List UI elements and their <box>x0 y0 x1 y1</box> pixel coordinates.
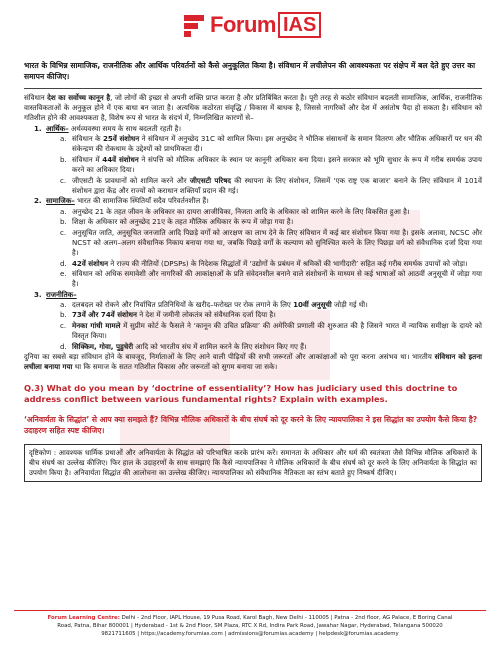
item-text: अनुसूचित जाति, अनुसूचित जनजाति आदि पिछड़े वर्गों को आरक्षण का लाभ देने के लिए संविधान में कई बार संशोधन किया गया है। इसके अलावा, NCSC और NCST को अलग–अलग संवैधानिक निकाय बनाया गया था, जबकि पिछड़े वर्गों के कल्याण को सुनिश्चित करने के लिए पिछड़ा वर्ग को संवैधानिक दर्जा दिया गया है। <box>72 227 482 257</box>
item-text: संविधान में <box>72 155 103 165</box>
item-letter: c. <box>60 321 67 331</box>
item-bold: 25वें संशोधन <box>103 134 140 144</box>
item-text: शिक्षा के अधिकार को अनुच्छेद 21ए के तहत मौलिक अधिकार के रूप में जोड़ा गया है। <box>72 217 294 227</box>
list-item <box>60 321 482 341</box>
item-bold: 42वें संशोधन <box>72 258 109 268</box>
item-letter: d. <box>60 258 67 268</box>
item-bold: 44वें संशोधन <box>102 155 139 165</box>
reasons-list <box>24 124 482 352</box>
list-item <box>60 300 482 310</box>
section-number: 2. <box>34 196 42 206</box>
footer-address-1: Delhi - 2nd Floor, IAPL House, 19 Pusa Road, Karol Bagh, New Delhi - 110005 | Patna - 2nd floor, AG Palace, E Boring Canal <box>119 615 453 621</box>
item-text: संविधान को अधिक समावेशी और नागरिकों की आकांक्षाओं के प्रति संवेदनशील बनाने वाले संशोधनों के माध्यम से कई भाषाओं को आठवीं अनुसूची में जोड़ा गया है। <box>72 269 482 289</box>
list-item <box>60 207 482 217</box>
item-text: जीएसटी के प्रावधानों को शामिल करने और <box>72 175 190 185</box>
footer-line-2: Road, Patna, Bihar 800001 | Hyderabad - 1st & 2nd Floor, SM Plaza, RTC X Rd, Indira Park Road, Jawahar Nagar, Hyderabad, Telangana 500020 <box>57 623 443 629</box>
section-economic <box>34 124 482 196</box>
section-title: राजनीतिक– <box>46 289 77 299</box>
list-item <box>60 259 482 269</box>
list-item <box>60 176 482 196</box>
list-item <box>60 269 482 289</box>
item-letter: c. <box>60 175 67 185</box>
item-text: संविधान के <box>72 134 103 144</box>
item-bold: 73वें और 74वें संशोधन <box>72 310 137 320</box>
page-footer <box>14 610 486 638</box>
item-letter: a. <box>60 206 67 216</box>
section-subtitle: भारत की सामाजिक स्थितियाँ सदैव परिवर्तनशील हैं। <box>74 196 209 206</box>
approach-box: दृष्टिकोण : आवश्यक धार्मिक प्रथाओं और अनिवार्यता के सिद्धांत को परिभाषित करके प्रारंभ करें। समानता के अधिकार और धर्म की स्वतंत्रता जैसे विभिन्न मौलिक अधिकारों के बीच संघर्ष का उल्लेख कीजिए। फिर हाल के उदाहरणों के साथ समझाएं कि कैसे न्यायपालिका ने मौलिक अधिकारों के बीच संघर्ष को दूर करने के लिए अनिवार्यता के सिद्धांत का उपयोग किया है। अनिवार्यता सिद्धांत की आलोचना का उल्लेख कीजिए। न्यायपालिका को संवैधानिक नैतिकता का स्तंभ बताते हुए निष्कर्ष दीजिए। <box>24 444 482 483</box>
conclusion-text-rest: था कि समाज के सतत गतिशील विकास और जरूरतों को सुगम बनाया जा सके। <box>72 362 278 372</box>
footer-brand: Forum Learning Centre: <box>47 615 120 621</box>
list-item <box>60 342 482 352</box>
document-body <box>24 60 482 482</box>
intro-text-rest: , जो लोगों की इच्छा से अपनी शक्ति प्राप्त करता है और प्रतिबिंबित करता है। पूरी तरह से कठोर संविधान बदलती सामाजिक, आर्थिक, राजनीतिक वास्तविकताओं के अनुकूल होने में एक बाधा बन जाता है। अत्यधिक कठोरता संवृद्धि / विकास में बाधक है, जिससे नागरिकों और देश में असंतोष पैदा हो सकता है। संविधान को गतिशील होने की आवश्यकता है, विशेष रूप से भारत के संदर्भ में, निम्नलिखित कारणों से– <box>24 93 483 123</box>
item-letter: b. <box>60 310 67 320</box>
logo-box-text: IAS <box>278 12 321 38</box>
intro-paragraph <box>24 93 482 123</box>
list-item <box>60 155 482 175</box>
item-text-rest: आदि को भारतीय संघ में शामिल करने के लिए संशोधन किए गए हैं। <box>133 341 307 351</box>
logo-text: Forum <box>210 12 276 37</box>
list-item <box>60 217 482 227</box>
item-letter: b. <box>60 217 67 227</box>
list-item <box>60 310 482 320</box>
section-political <box>34 290 482 352</box>
divider <box>24 88 482 89</box>
item-text: अनुच्छेद 21 के तहत जीवन के अधिकार का दायरा आजीविका, निजता आदि के अधिकार को शामिल करने के लिए विकसित हुआ है। <box>72 206 410 216</box>
item-text-rest: की स्थापना के लिए संशोधन, जिसमें ‘एक राष्ट्र एक बाजार’ बनाने के लिए संविधान में 101वें संशोधन द्वारा केंद्र और राज्यों को कराधान शक्तियाँ प्रदान की गई। <box>72 175 482 195</box>
conclusion-paragraph <box>24 352 482 372</box>
footer-line-1 <box>14 614 486 622</box>
section-title: आर्थिक– <box>46 124 69 134</box>
question-3-hindi: ‘अनिवार्यता के सिद्धांत’ से आप क्या समझते हैं? विभिन्न मौलिक अधिकारों के बीच संघर्ष को दूर करने के लिए न्यायपालिका ने इस सिद्धांत का उपयोग कैसे किया है? उदाहरण सहित स्पष्ट कीजिए। <box>24 414 478 435</box>
section-subtitle: अर्थव्यवस्था समय के साथ बदलती रहती है। <box>68 124 182 134</box>
question-hindi: भारत के विभिन्न सामाजिक, राजनीतिक और आर्थिक परिवर्तनों को कैसे अनुकूलित किया है। संविधान में लचीलेपन की आवश्यकता पर संक्षेप में बल देते हुए उत्तर का समापन कीजिए। <box>24 61 476 81</box>
footer-contact-links[interactable]: 9821711605 | https://academy.forumias.com | admissions@forumias.academy | helpdesk@forumias.academy <box>101 631 399 637</box>
item-text-rest: जोड़ी गई थी। <box>331 299 368 309</box>
item-text-rest: ने देश में जमीनी लोकतंत्र को संवैधानिक दर्जा दिया है। <box>136 310 276 320</box>
list-item <box>60 134 482 154</box>
item-letter: a. <box>60 134 67 144</box>
intro-bold: देश का सर्वोच्च कानून है <box>47 93 111 102</box>
conclusion-bold: संविधान को इतना लचीला बनाया गया <box>24 352 482 372</box>
page-header <box>0 0 500 56</box>
item-bold: 10वीं अनुसूची <box>293 299 332 309</box>
intro-text: संविधान <box>24 93 48 102</box>
section-number: 3. <box>34 289 42 299</box>
item-bold: मेनका गांधी मामले <box>72 321 121 331</box>
forumias-logo <box>184 12 321 38</box>
question-3-english: Q.3) What do you mean by ‘doctrine of essentiality’? How has judiciary used this doctrine to address conflict between various fundamental rights? Explain with examples. <box>24 382 458 405</box>
section-social <box>34 196 482 289</box>
item-letter: e. <box>60 269 67 279</box>
section-number: 1. <box>34 124 42 134</box>
item-letter: d. <box>60 341 67 351</box>
item-text-rest: ने संपत्ति को मौलिक अधिकार के स्थान पर कानूनी अधिकार बना दिया। इसने सरकार को भूमि सुधार के रूप में गरीब समर्थक उपाय करने का अधिकार दिया। <box>72 155 483 175</box>
item-bold: सिक्किम, गोवा, पुडुचेरी <box>72 341 134 351</box>
conclusion-text: दुनिया का सबसे बड़ा संविधान होने के बावजूद, निर्माताओं के लिए आने वाली पीढ़ियों की सभी जरूरतों और आकांक्षाओं को पूरा करना असंभव था। भारतीय <box>24 352 435 362</box>
item-text-rest: में सुप्रीम कोर्ट के फैसले ने ‘कानून की उचित प्रक्रिया’ की अमेरिकी प्रणाली की शुरुआत की है जिसने भारत में न्यायिक समीक्षा के दायरे को विस्तृत किया। <box>72 321 482 341</box>
item-letter: b. <box>60 155 67 165</box>
logo-mark-icon <box>184 13 206 37</box>
item-text-rest: ने राज्य की नीतियों (DPSPs) के निदेशक सिद्धांतों में ‘उद्योगों के प्रबंधन में श्रमिकों की भागीदारी’ सहित कई गरीब समर्थक उपायों को जोड़ा। <box>108 258 468 268</box>
item-letter: c. <box>60 227 67 237</box>
item-text-rest: ने संविधान में अनुच्छेद 31C को शामिल किया। इस अनुच्छेद ने भौतिक संसाधनों के समान वितरण और भौतिक अधिकारों पर धन की संकेन्द्रण की रोकथाम के उद्देश्यों को प्राथमिकता दी। <box>72 134 483 154</box>
section-title: सामाजिक– <box>46 196 75 206</box>
list-item <box>60 228 482 258</box>
item-letter: a. <box>60 299 67 309</box>
item-text: दलबदल को रोकने और निर्वाचित प्रतिनिधियों के खरीद–फरोख्त पर रोक लगाने के लिए <box>72 299 294 309</box>
item-bold: जीएसटी परिषद <box>189 175 232 185</box>
